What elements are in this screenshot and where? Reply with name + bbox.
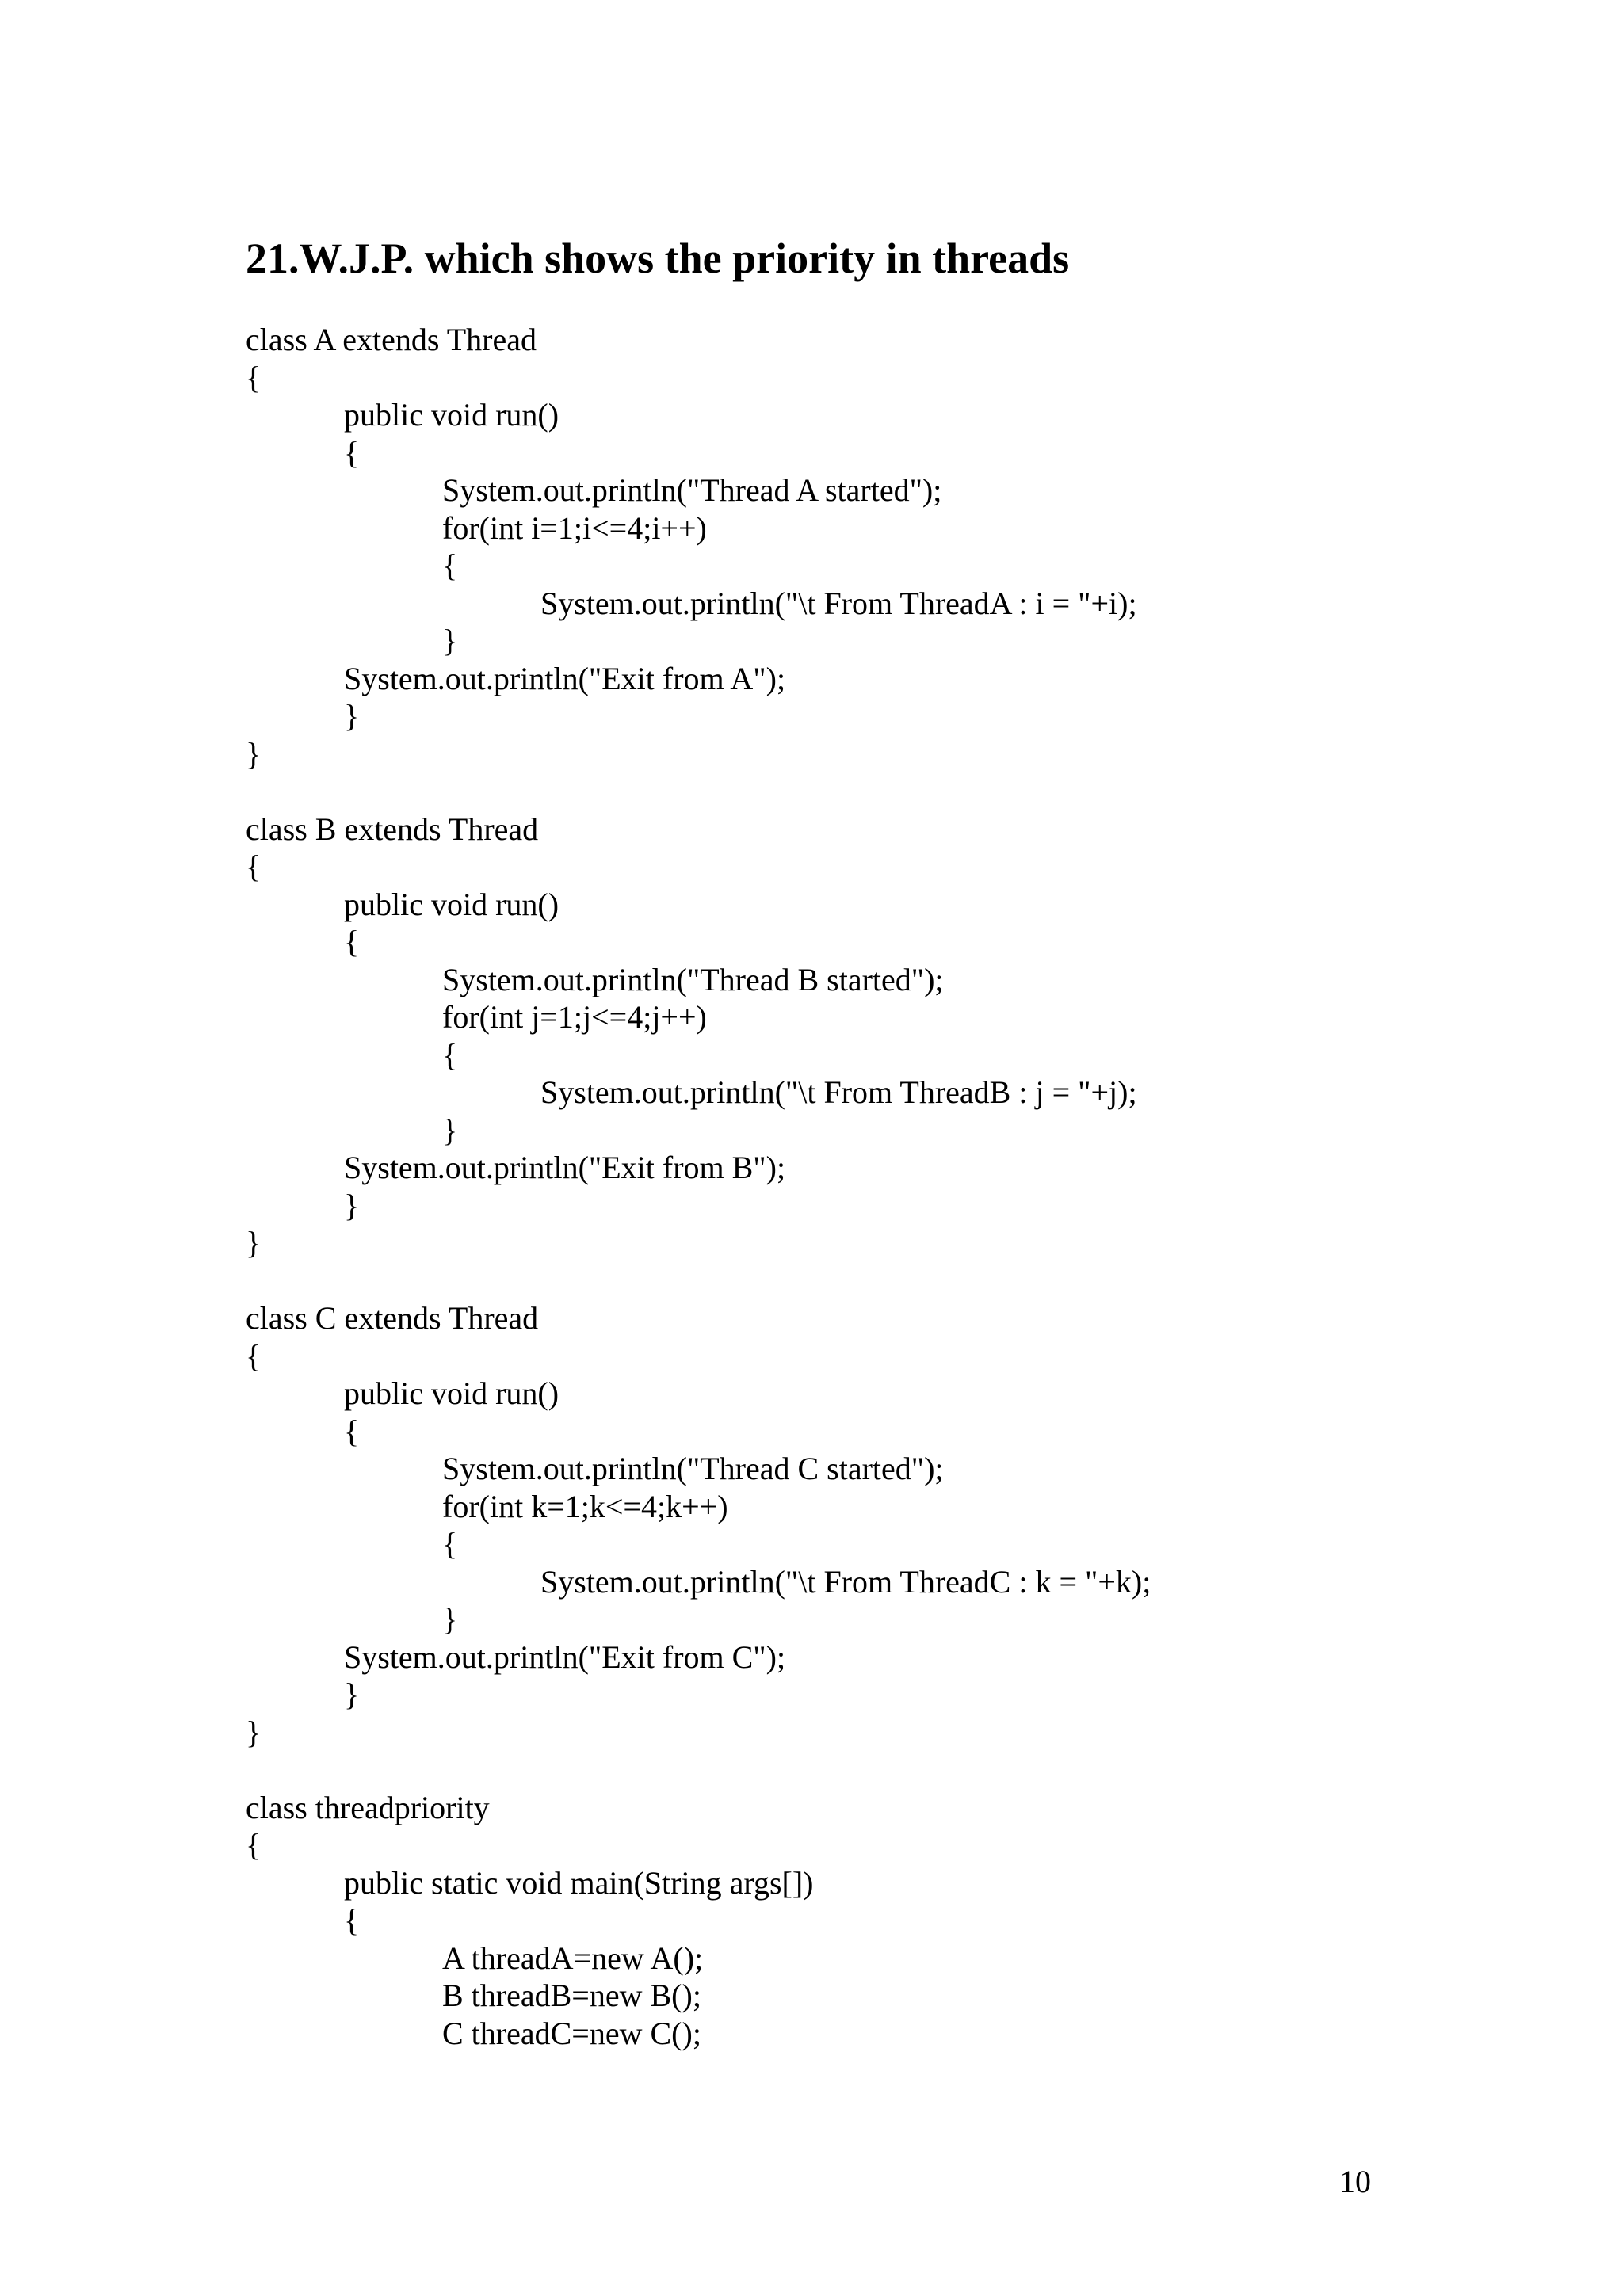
code-line: for(int i=1;i<=4;i++) bbox=[442, 509, 707, 546]
code-line: System.out.println("\t From ThreadB : j = "+j); bbox=[540, 1074, 1137, 1110]
code-line: public static void main(String args[]) bbox=[344, 1864, 814, 1901]
blank-line bbox=[246, 772, 1514, 810]
code-line: System.out.println("Thread B started"); bbox=[442, 961, 944, 997]
code-line: System.out.println("Exit from B"); bbox=[344, 1150, 786, 1185]
code-line: for(int j=1;j<=4;j++) bbox=[442, 999, 707, 1035]
code-line: { bbox=[442, 1036, 458, 1073]
code-line: public void run() bbox=[344, 886, 559, 922]
code-line: A threadA=new A(); bbox=[442, 1939, 704, 1976]
code-listing bbox=[246, 321, 1514, 2052]
code-line: System.out.println("Exit from C"); bbox=[344, 1638, 786, 1675]
code-line: } bbox=[344, 1676, 360, 1712]
code-line: System.out.println("Thread A started"); bbox=[442, 472, 942, 508]
code-line: { bbox=[442, 1526, 458, 1562]
blank-line bbox=[246, 1262, 1514, 1300]
code-line: { bbox=[344, 1902, 360, 1938]
code-line: } bbox=[246, 1714, 262, 1750]
blank-line bbox=[246, 1751, 1514, 1789]
code-line: public void run() bbox=[344, 1375, 559, 1411]
code-line: } bbox=[442, 623, 458, 658]
code-line: { bbox=[344, 924, 360, 959]
code-line: B threadB=new B(); bbox=[442, 1978, 701, 2013]
code-line: for(int k=1;k<=4;k++) bbox=[442, 1488, 728, 1524]
code-line: } bbox=[344, 698, 360, 734]
code-line: class B extends Thread bbox=[246, 810, 539, 847]
code-line: System.out.println("\t From ThreadA : i = "+i); bbox=[540, 585, 1137, 621]
code-line: class threadpriority bbox=[246, 1789, 490, 1825]
code-line: class C extends Thread bbox=[246, 1300, 539, 1336]
code-line: class A extends Thread bbox=[246, 322, 537, 357]
code-line: { bbox=[246, 1827, 262, 1863]
code-line: System.out.println("Exit from A"); bbox=[344, 660, 786, 696]
code-line: System.out.println("\t From ThreadC : k = "+k); bbox=[540, 1563, 1151, 1600]
code-line: { bbox=[442, 547, 458, 583]
code-line: C threadC=new C(); bbox=[442, 2015, 701, 2051]
code-line: } bbox=[344, 1187, 360, 1223]
code-line: { bbox=[344, 1413, 360, 1449]
section-heading: 21.W.J.P. which shows the priority in threads bbox=[246, 235, 1070, 282]
code-line: } bbox=[442, 1112, 458, 1148]
page-number: 10 bbox=[1339, 2164, 1371, 2199]
code-line: } bbox=[246, 1225, 262, 1261]
code-line: public void run() bbox=[344, 397, 559, 433]
code-line: } bbox=[246, 735, 262, 772]
code-line: { bbox=[246, 359, 262, 395]
code-line: } bbox=[442, 1601, 458, 1637]
code-line: { bbox=[246, 849, 262, 884]
code-line: System.out.println("Thread C started"); bbox=[442, 1451, 944, 1486]
code-line: { bbox=[344, 434, 360, 471]
code-line: { bbox=[246, 1337, 262, 1374]
